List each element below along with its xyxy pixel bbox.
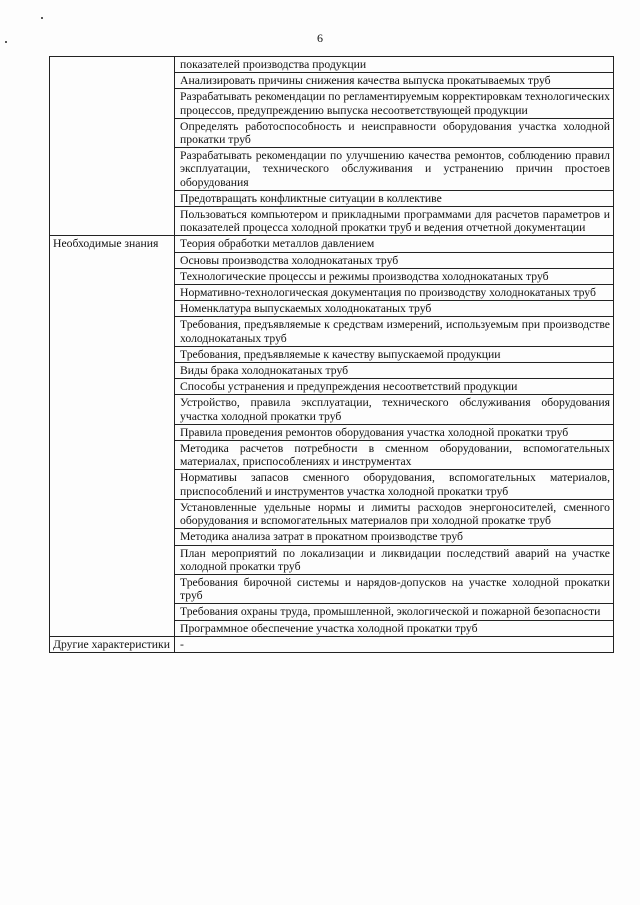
scan-speck — [5, 41, 7, 43]
section-label — [50, 57, 175, 236]
scan-speck — [41, 17, 43, 19]
table-row — [50, 636, 614, 652]
table-cell-item: Программное обеспечение участка холодной прокатки труб — [175, 620, 614, 636]
table-cell-item: Анализировать причины снижения качества выпуска прокатываемых труб — [175, 73, 614, 89]
table-cell-item: Нормативно-технологическая документация по производству холоднокатаных труб — [175, 285, 614, 301]
table-cell-item: Разрабатывать рекомендации по регламентируемым корректировкам технологических процессов, предупреждению выпуска несоответствующей продукции — [175, 89, 614, 118]
table-cell-item: Требования, предъявляемые к качеству выпускаемой продукции — [175, 346, 614, 362]
page-number: 6 — [317, 31, 323, 45]
table-cell-item: Определять работоспособность и неисправности оборудования участка холодной прокатки труб — [175, 118, 614, 147]
table-cell-item: Пользоваться компьютером и прикладными программами для расчетов параметров и показателей процесса холодной прокатки труб и ведения отчетной документации — [175, 207, 614, 236]
table-cell-item: Требования бирочной системы и нарядов-допусков на участке холодной прокатки труб — [175, 574, 614, 603]
table-cell-item: Требования охраны труда, промышленной, экологической и пожарной безопасности — [175, 604, 614, 620]
table-cell-item: Теория обработки металлов давлением — [175, 236, 614, 252]
table-cell-item: Методика анализа затрат в прокатном производстве труб — [175, 529, 614, 545]
table-cell-item: План мероприятий по локализации и ликвидации последствий аварий на участке холодной прокатки труб — [175, 545, 614, 574]
section-label: Другие характеристики — [50, 636, 175, 652]
table-cell-item: Правила проведения ремонтов оборудования участка холодной прокатки труб — [175, 424, 614, 440]
table-cell-item: Установленные удельные нормы и лимиты расходов энергоносителей, сменного оборудования и вспомогательных материалов при холодной прокатке труб — [175, 499, 614, 528]
table-cell-item: Требования, предъявляемые к средствам измерений, используемым при производстве холоднокатаных труб — [175, 317, 614, 346]
section-label: Необходимые знания — [50, 236, 175, 636]
table-cell-item: Разрабатывать рекомендации по улучшению качества ремонтов, соблюдению правил эксплуатации, технического обслуживания и устранению причин простоев оборудования — [175, 148, 614, 191]
table-cell-item: Нормативы запасов сменного оборудования, вспомогательных материалов, приспособлений и инструментов участка холодной прокатки труб — [175, 470, 614, 499]
table-cell-item: Основы производства холоднокатаных труб — [175, 252, 614, 268]
table-cell-item: Способы устранения и предупреждения несоответствий продукции — [175, 379, 614, 395]
table-cell-item: Виды брака холоднокатаных труб — [175, 363, 614, 379]
table-cell-item: - — [175, 636, 614, 652]
table-cell-item: Устройство, правила эксплуатации, технического обслуживания оборудования участка холодной прокатки труб — [175, 395, 614, 424]
table-cell-item: Методика расчетов потребности в сменном оборудовании, вспомогательных материалах, приспособлениях и инструментах — [175, 441, 614, 470]
table-cell-item: показателей производства продукции — [175, 57, 614, 73]
table-cell-item: Технологические процессы и режимы производства холоднокатаных труб — [175, 268, 614, 284]
table-row — [50, 57, 614, 73]
table-row — [50, 236, 614, 252]
table-cell-item: Номенклатура выпускаемых холоднокатаных труб — [175, 301, 614, 317]
table-body — [50, 57, 614, 653]
table-cell-item: Предотвращать конфликтные ситуации в коллективе — [175, 190, 614, 206]
competency-table — [49, 56, 614, 653]
